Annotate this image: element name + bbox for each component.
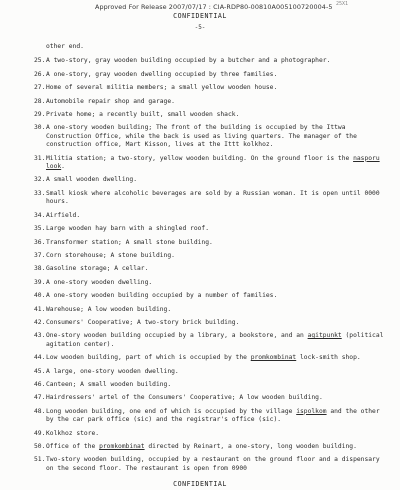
release-stamp: Approved For Release 2007/07/17 : CIA-RDP80-00810A005100720004-5 <box>95 3 333 11</box>
item-number: 43. <box>34 332 46 340</box>
list-item <box>34 239 390 247</box>
item-number: 35. <box>34 225 46 233</box>
item-text: Warehouse; A low wooden building. <box>46 305 172 313</box>
item-number: 36. <box>34 238 46 246</box>
list-item <box>34 252 390 260</box>
item-number: 25. <box>34 57 46 65</box>
item-number: 30. <box>34 124 46 132</box>
list-item <box>34 176 390 184</box>
item-text: A large, one-story wooden dwelling. <box>46 367 179 375</box>
item-text: Gasoline storage; A cellar. <box>46 265 149 273</box>
item-text: Corn storehouse; A stone building. <box>46 251 175 259</box>
list-item <box>34 124 390 149</box>
item-text: A two-story, gray wooden building occupied by a butcher and a photographer. <box>46 57 331 65</box>
item-number: 47. <box>34 394 46 402</box>
list-item <box>34 456 390 473</box>
list-item <box>34 381 390 389</box>
item-text: A small wooden dwelling. <box>46 176 137 184</box>
item-text: Airfield. <box>46 211 81 219</box>
item-number: 32. <box>34 176 46 184</box>
list-item <box>34 84 390 92</box>
item-text: Transformer station; A small stone building. <box>46 238 213 246</box>
item-number: 37. <box>34 251 46 259</box>
list-item <box>34 306 390 314</box>
list-item <box>34 57 390 65</box>
item-text: Kolkhoz store. <box>46 429 100 437</box>
item-number: 38. <box>34 265 46 273</box>
item-text: Large wooden hay barn with a shingled roof. <box>46 225 210 233</box>
list-item <box>34 319 390 327</box>
item-text: Home of several militia members; a small yellow wooden house. <box>46 84 278 92</box>
list-item <box>34 190 390 207</box>
item-number: 31. <box>34 154 46 162</box>
item-text: Long wooden building, one end of which is occupied by the village ispolkom and the other by the car park office (sic) and the registrar's office (sic). <box>46 407 380 424</box>
list-item <box>34 111 390 119</box>
item-number: 48. <box>34 407 46 415</box>
list-item <box>34 265 390 273</box>
item-text: A one-story, gray wooden dwelling occupied by three families. <box>46 70 278 78</box>
item-text: Consumers' Cooperative; A two-story brick building. <box>46 318 240 326</box>
item-number: 51. <box>34 456 46 464</box>
classification-top: CONFIDENTIAL <box>173 12 227 20</box>
item-number: 45. <box>34 367 46 375</box>
classification-bottom: CONFIDENTIAL <box>173 480 227 488</box>
item-text: Canteen; A small wooden building. <box>46 380 172 388</box>
list-item <box>34 155 390 172</box>
lead-text: other end. <box>46 43 84 50</box>
list-item <box>34 408 390 425</box>
list-item <box>34 212 390 220</box>
corner-mark: 25X1 <box>336 1 349 7</box>
item-number: 49. <box>34 429 46 437</box>
list-item <box>34 332 390 349</box>
item-text: A one-story wooden dwelling. <box>46 278 153 286</box>
item-number: 28. <box>34 97 46 105</box>
document-body <box>34 43 390 478</box>
item-number: 44. <box>34 354 46 362</box>
list-item <box>34 98 390 106</box>
list-item <box>34 71 390 79</box>
item-number: 33. <box>34 189 46 197</box>
item-number: 39. <box>34 278 46 286</box>
page-number: -5- <box>194 24 206 31</box>
list-item <box>34 394 390 402</box>
item-text: Private home; a recently built, small wooden shack. <box>46 111 240 119</box>
item-text: Militia station; a two-story, yellow wooden building. On the ground floor is the nasporu look. <box>46 154 380 171</box>
item-list <box>34 57 390 473</box>
list-item <box>34 225 390 233</box>
item-number: 40. <box>34 292 46 300</box>
list-item <box>34 368 390 376</box>
item-number: 26. <box>34 70 46 78</box>
item-text: Office of the promkombinat directed by Reinart, a one-story, long wooden building. <box>46 443 357 450</box>
item-number: 34. <box>34 211 46 219</box>
list-item <box>34 292 390 300</box>
item-text: A one-story wooden building; The front of the building is occupied by the Ittwa Construction Office, while the back is used as living quarters. The manager of the construction office, Mart Kisson, lives at the Ittt kolkhoz. <box>46 124 357 149</box>
item-number: 29. <box>34 111 46 119</box>
item-number: 42. <box>34 318 46 326</box>
list-item <box>34 279 390 287</box>
item-text: One-story wooden building occupied by a library, a bookstore, and an agitpunkt (political agitation center). <box>46 332 384 348</box>
item-text: Small kiosk where alcoholic beverages are sold by a Russian woman. It is open until 0000 hours. <box>46 189 380 206</box>
item-number: 46. <box>34 380 46 388</box>
item-text: A one-story wooden building occupied by a number of families. <box>46 292 278 300</box>
item-number: 27. <box>34 84 46 92</box>
item-text: Hairdressers' artel of the Consumers' Cooperative; A low wooden building. <box>46 394 323 402</box>
list-item <box>34 354 390 362</box>
item-text: Two-story wooden building, occupied by a restaurant on the ground floor and a dispensary on the second floor. The restaurant is open from 0900 <box>46 456 380 472</box>
list-item <box>34 430 390 438</box>
item-text: Low wooden building, part of which is occupied by the promkombinat lock-smith shop. <box>46 354 361 362</box>
item-number: 50. <box>34 443 46 450</box>
item-text: Automobile repair shop and garage. <box>46 97 175 105</box>
list-item <box>34 443 390 451</box>
item-number: 41. <box>34 305 46 313</box>
